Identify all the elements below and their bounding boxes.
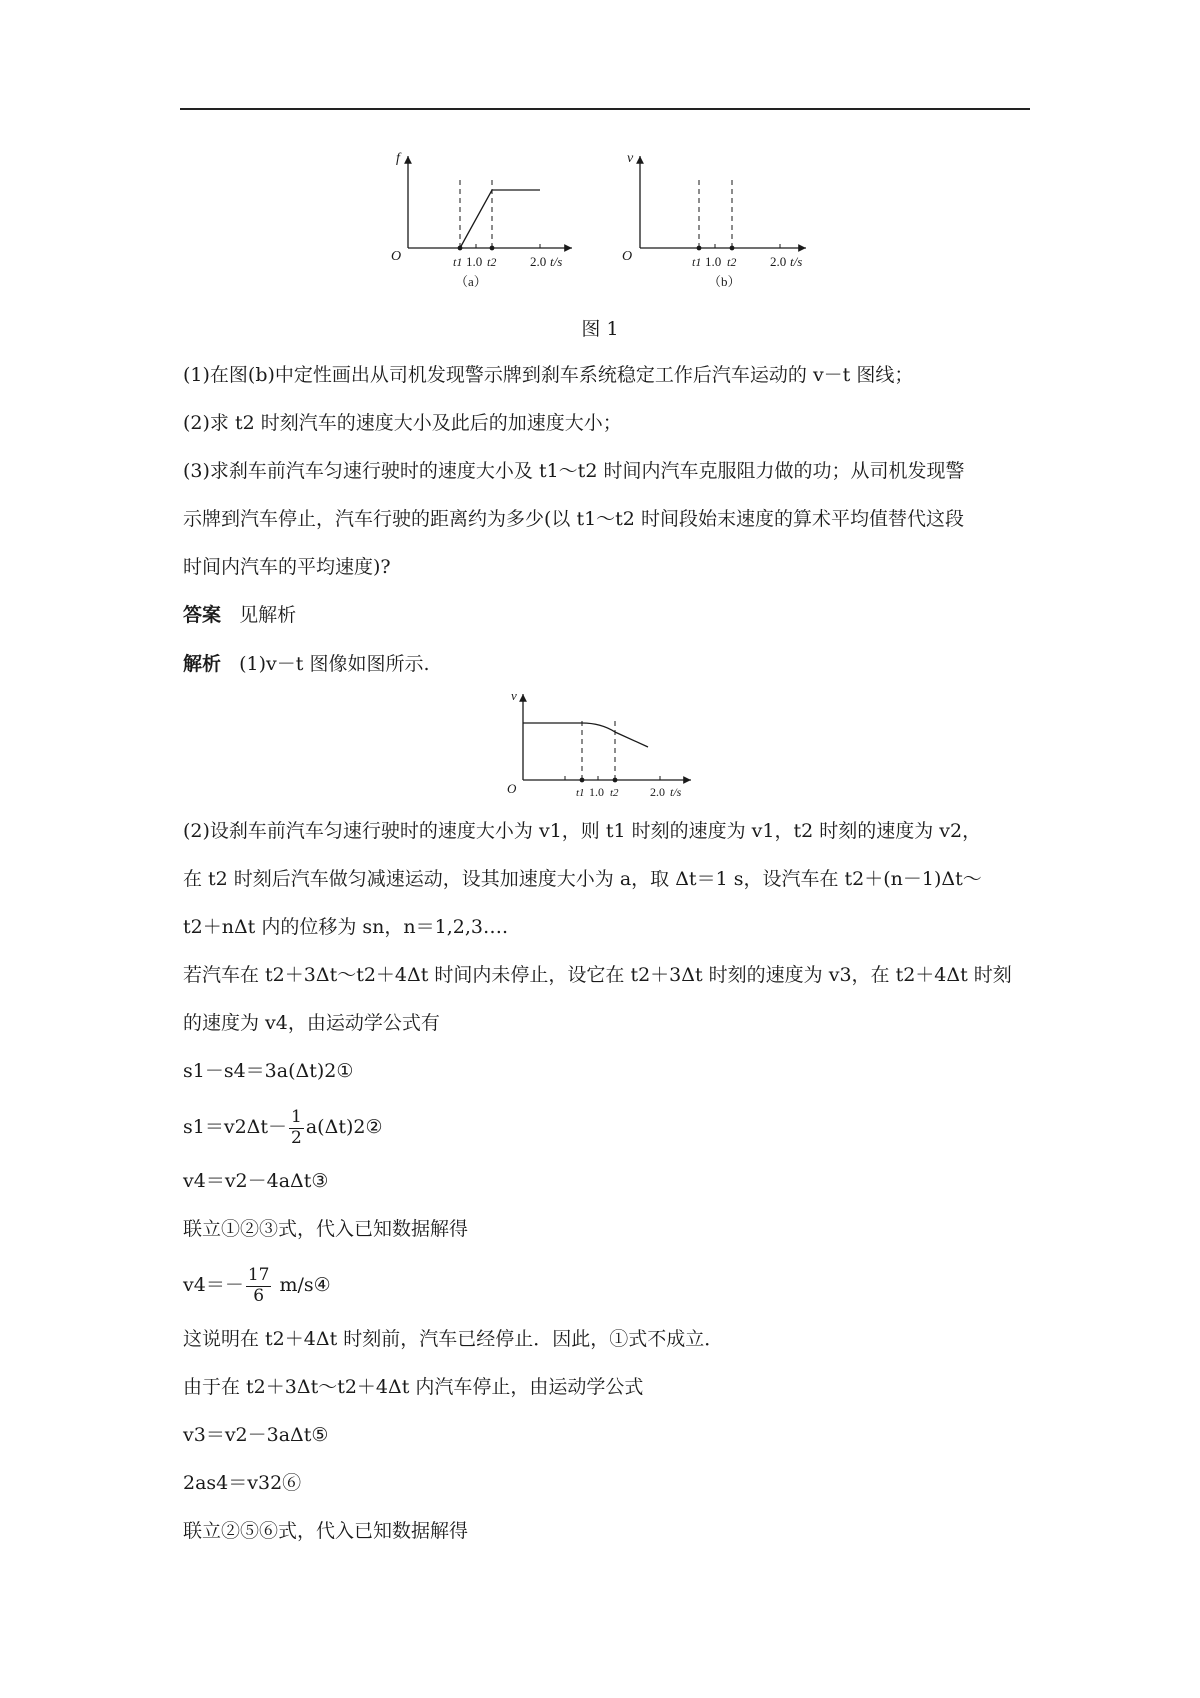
equation-6: 2as4＝v32⑥ (183, 1472, 302, 1494)
equation-4-left: v4＝－ (183, 1274, 244, 1297)
equation-5: v3＝v2－3aΔt⑤ (183, 1424, 329, 1446)
panel-label: （b） (708, 274, 741, 289)
question-3-line-3: 时间内汽车的平均速度)? (183, 556, 391, 578)
x-tick-2: 2.0 (650, 785, 665, 799)
header-rule (180, 108, 1030, 110)
equation-4 (183, 1266, 331, 1306)
origin-label: O (391, 249, 402, 264)
equation-4-fraction (246, 1266, 272, 1306)
x-axis-label: t/s (790, 254, 803, 269)
figure1-panel-b (620, 150, 820, 290)
equation-2-fraction (289, 1108, 304, 1148)
x-tick-t2: t2 (610, 787, 619, 799)
x-tick-t2: t2 (487, 255, 497, 269)
x-tick-t1: t1 (453, 255, 463, 269)
analysis-p9: 联立②⑤⑥式，代入已知数据解得 (183, 1520, 469, 1542)
analysis-intro-line (183, 655, 430, 674)
fraction-numerator: 17 (247, 1265, 270, 1285)
equation-3: v4＝v2－4aΔt③ (183, 1170, 329, 1192)
solution-vt-graph (505, 690, 705, 800)
x-tick-1: 1.0 (589, 785, 604, 799)
panel-label: （a） (455, 274, 487, 289)
x-axis-label: t/s (550, 254, 563, 269)
x-axis-label: t/s (670, 785, 682, 799)
question-2: (2)求 t2 时刻汽车的速度大小及此后的加速度大小； (183, 412, 622, 434)
equation-2-right: a(Δt)2② (305, 1116, 383, 1139)
origin-label: O (507, 781, 517, 796)
y-axis-label: v (511, 690, 517, 703)
question-1: (1)在图(b)中定性画出从司机发现警示牌到刹车系统稳定工作后汽车运动的 v－t 图线； (183, 364, 914, 386)
figure-caption: 图 1 (581, 318, 619, 340)
equation-1: s1－s4＝3a(Δt)2① (183, 1060, 354, 1082)
y-axis-label: v (627, 151, 634, 166)
answer-text: 见解析 (239, 604, 297, 626)
fraction-denominator: 2 (291, 1127, 302, 1148)
fraction-numerator: 1 (291, 1107, 302, 1127)
fraction-denominator: 6 (253, 1285, 265, 1306)
x-tick-2: 2.0 (530, 254, 547, 269)
x-tick-2: 2.0 (770, 254, 787, 269)
x-tick-t1: t1 (692, 255, 702, 269)
answer-label: 答案 (183, 604, 222, 626)
analysis-p1: (2)设刹车前汽车匀速行驶时的速度大小为 v1，则 t1 时刻的速度为 v1，t2 时刻的速度为 v2， (183, 820, 982, 842)
y-axis-label: f (396, 151, 400, 166)
analysis-p7: 这说明在 t2＋4Δt 时刻前，汽车已经停止．因此，①式不成立． (183, 1328, 724, 1350)
equation-4-right: m/s④ (273, 1274, 331, 1297)
analysis-p8: 由于在 t2＋3Δt～t2＋4Δt 内汽车停止，由运动学公式 (183, 1376, 644, 1398)
question-3-line-2: 示牌到汽车停止，汽车行驶的距离约为多少(以 t1～t2 时间段始末速度的算术平均值替代这段 (183, 508, 964, 530)
analysis-p2: 在 t2 时刻后汽车做匀减速运动，设其加速度大小为 a，取 Δt＝1 s，设汽车在 t2＋(n－1)Δt～ (183, 868, 982, 890)
figure1-panel-a (390, 150, 580, 290)
origin-label: O (622, 249, 633, 264)
equation-2 (183, 1108, 383, 1148)
answer-line (183, 606, 296, 625)
question-3-line-1: (3)求刹车前汽车匀速行驶时的速度大小及 t1～t2 时间内汽车克服阻力做的功；从司机发现警 (183, 460, 965, 482)
analysis-p5: 的速度为 v4，由运动学公式有 (183, 1012, 440, 1034)
analysis-p3: t2＋nΔt 内的位移为 sn，n＝1,2,3…. (183, 916, 509, 938)
x-tick-1: 1.0 (705, 254, 722, 269)
analysis-intro: (1)v－t 图像如图所示. (239, 653, 430, 675)
analysis-p4: 若汽车在 t2＋3Δt～t2＋4Δt 时间内未停止，设它在 t2＋3Δt 时刻的速度为 v3，在 t2＋4Δt 时刻 (183, 964, 1012, 986)
analysis-label: 解析 (183, 653, 222, 675)
equation-2-left: s1＝v2Δt－ (183, 1116, 288, 1139)
x-tick-t1: t1 (576, 787, 585, 799)
analysis-p6: 联立①②③式，代入已知数据解得 (183, 1218, 469, 1240)
x-tick-1: 1.0 (466, 254, 483, 269)
x-tick-t2: t2 (727, 255, 737, 269)
